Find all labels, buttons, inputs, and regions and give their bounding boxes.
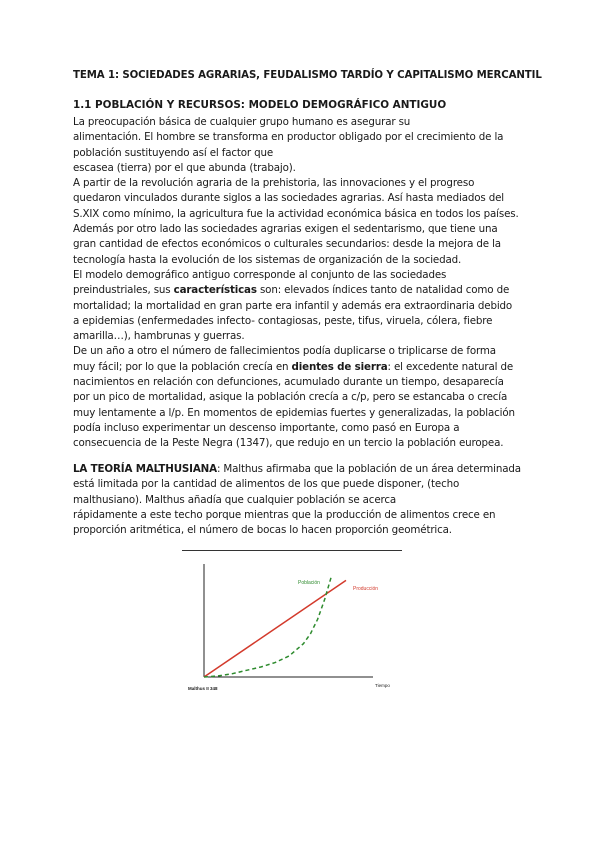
- paragraph-line: alimentación. El hombre se transforma en productor obligado por el crecimiento de la: [73, 131, 504, 144]
- paragraph-line: tecnología hasta la evolución de los sistemas de organización de la sociedad.: [73, 253, 462, 266]
- paragraph-line: amarilla…), hambrunas y guerras.: [73, 330, 245, 343]
- paragraph-line: S.XIX como mínimo, la agricultura fue la actividad económica básica en todos los países.: [73, 207, 519, 220]
- paragraph-line: por un pico de mortalidad, asique la población crecía a c/p, pero se estancaba o crecía: [73, 391, 508, 404]
- paragraph-line: rápidamente a este techo porque mientras que la producción de alimentos crece en: [73, 508, 496, 521]
- paragraph-line: malthusiano). Malthus añadía que cualquier población se acerca: [73, 493, 397, 506]
- paragraph-line: muy lentamente a l/p. En momentos de epidemias fuertes y generalizadas, la población: [73, 406, 515, 419]
- paragraph-line-caracteristicas: [73, 283, 543, 298]
- text-run: : el excedente natural de: [387, 360, 514, 373]
- malthus-chart: [188, 556, 398, 698]
- paragraph-line: quedaron vinculados durante siglos a las sociedades agrarias. Así hasta mediados del: [73, 192, 505, 205]
- malthus-paragraph: [73, 462, 543, 538]
- section-heading: 1.1 POBLACIÓN Y RECURSOS: MODELO DEMOGRÁFICO ANTIGUO: [73, 99, 447, 111]
- paragraph-line: proporción aritmética, el número de bocas lo hacen proporción geométrica.: [73, 524, 452, 537]
- paragraph-line: El modelo demográfico antiguo corresponde al conjunto de las sociedades: [73, 268, 447, 281]
- paragraph-line: La preocupación básica de cualquier grupo humano es asegurar su: [73, 116, 411, 128]
- legend-label-produccion: Producción: [353, 586, 379, 592]
- bold-term: LA TEORÍA MALTHUSIANA: [73, 463, 217, 475]
- paragraph-line-malthus: [73, 462, 543, 477]
- section-body: [73, 115, 543, 452]
- text-run: : Malthus afirmaba que la población de un área determinada: [216, 463, 521, 475]
- series-line-poblacion: [204, 575, 332, 677]
- legend-label-poblacion: Población: [298, 580, 320, 586]
- text-run: preindustriales, sus: [73, 284, 174, 297]
- paragraph-line-dientes: [73, 360, 543, 375]
- paragraph-line: está limitada por la cantidad de alimentos de los que puede disponer, (techo: [73, 478, 460, 491]
- paragraph-line: Además por otro lado las sociedades agrarias exigen el sedentarismo, que tiene una: [73, 223, 498, 236]
- text-run: son: elevados índices tanto de natalidad como de: [256, 284, 510, 297]
- text-run: muy fácil; por lo que la población crecía en: [73, 360, 292, 373]
- bold-term: características: [173, 284, 257, 297]
- paragraph-line: mortalidad; la mortalidad en gran parte era infantil y además era extraordinaria debido: [73, 299, 513, 312]
- source-note: Malthus II 348: [188, 686, 218, 691]
- x-axis-label: Tiempo: [375, 683, 390, 688]
- paragraph-line: nacimientos en relación con defunciones, acumulado durante un tiempo, desaparecía: [73, 376, 504, 389]
- paragraph-line: escasea (tierra) por el que abunda (trabajo).: [73, 161, 296, 174]
- paragraph-line: podía incluso experimentar un descenso importante, como pasó en Europa a: [73, 421, 460, 434]
- divider-line: [182, 550, 402, 551]
- document-title: TEMA 1: SOCIEDADES AGRARIAS, FEUDALISMO TARDÍO Y CAPITALISMO MERCANTIL: [73, 70, 542, 81]
- paragraph-line: De un año a otro el número de fallecimientos podía duplicarse o triplicarse de forma: [73, 345, 496, 358]
- paragraph-line: A partir de la revolución agraria de la prehistoria, las innovaciones y el progreso: [73, 177, 475, 190]
- paragraph-line: población sustituyendo así el factor que: [73, 146, 274, 159]
- bold-term: dientes de sierra: [291, 360, 388, 373]
- paragraph-line: gran cantidad de efectos económicos o culturales secundarios: desde la mejora de la: [73, 238, 501, 251]
- paragraph-line: consecuencia de la Peste Negra (1347), que redujo en un tercio la población europea.: [73, 437, 504, 450]
- paragraph-line: a epidemias (enfermedades infecto- contagiosas, peste, tifus, viruela, cólera, fiebre: [73, 314, 493, 327]
